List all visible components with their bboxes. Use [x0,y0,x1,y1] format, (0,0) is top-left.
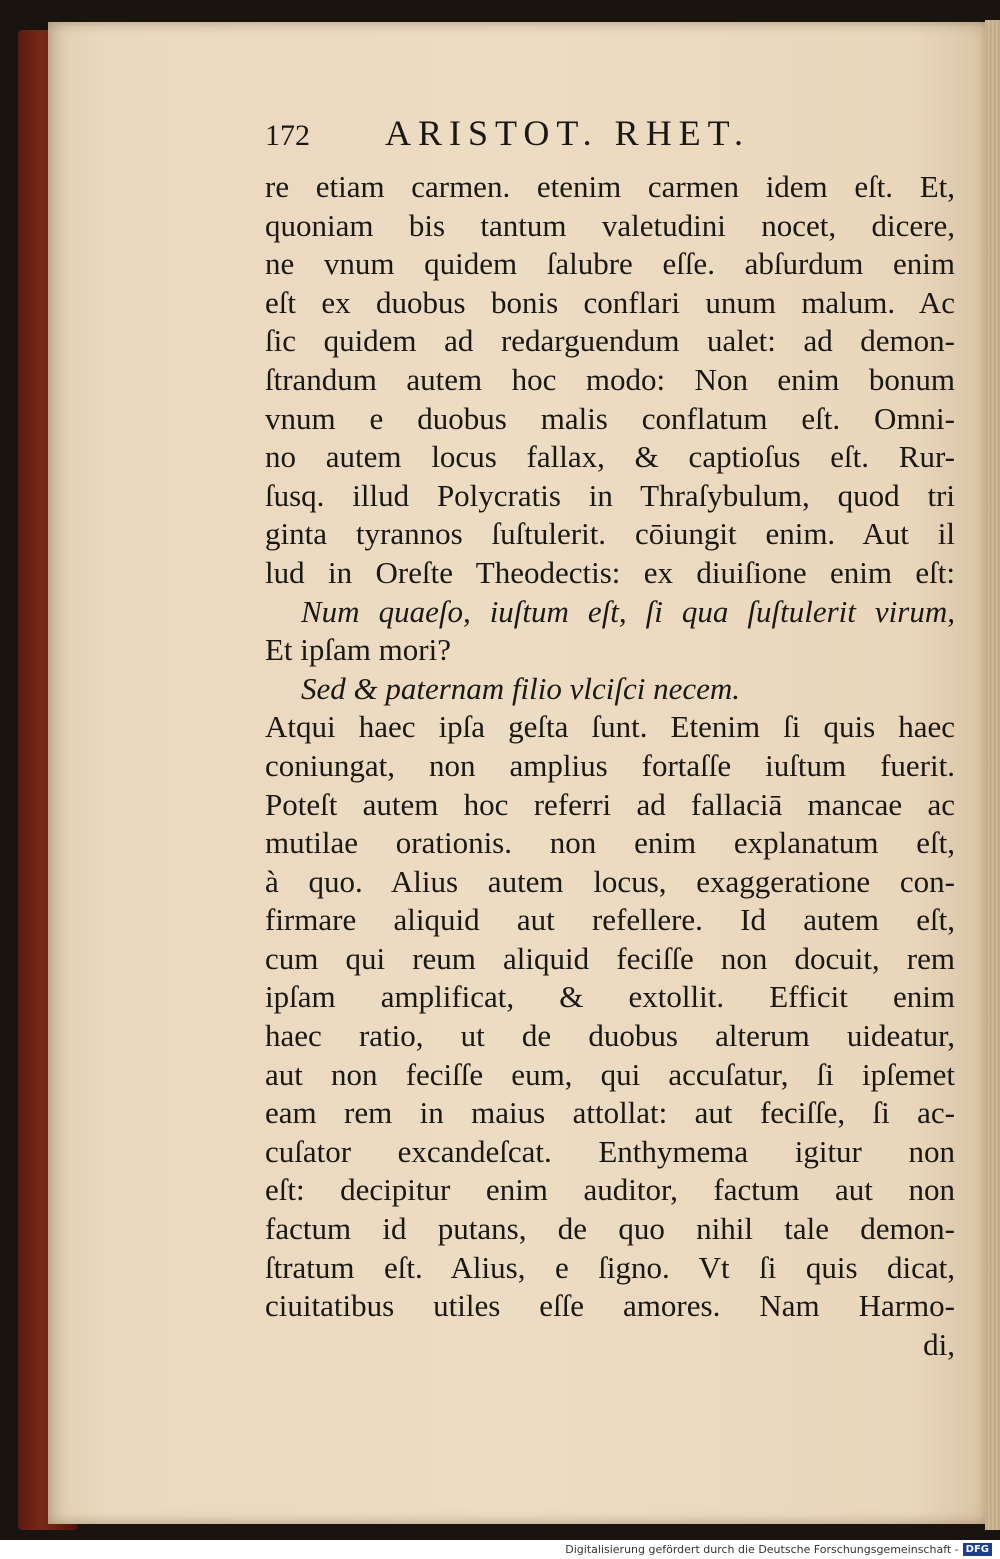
page-edges [985,20,1000,1530]
text-line: cuſator excandeſcat. Enthymema igitur non [265,1133,955,1169]
page-number: 172 [265,119,310,152]
text-line: firmare aliquid aut refellere. Id autem eſt, [265,902,955,938]
digitization-footer [0,1540,1000,1559]
text-line: ſusq. illud Polycratis in Thraſybulum, quod tri [265,477,955,513]
page-text [265,112,955,1364]
funding-credit: Digitalisierung gefördert durch die Deutsche Forschungsgemeinschaft - [565,1543,959,1556]
verse-line: Num quaeſo, iuſtum eſt, ſi qua ſuſtulerit virum, [301,593,955,629]
verse-line: Sed & paternam filio vlciſci necem. [301,670,741,706]
text-line: re etiam carmen. etenim carmen idem eſt. Et, [265,169,955,204]
text-line: aut non feciſſe eum, qui accuſatur, ſi ipſemet [265,1056,955,1092]
text-line: eſt ex duobus bonis conflari unum malum. Ac [265,284,955,320]
dfg-logo[interactable]: DFG [963,1543,992,1556]
text-line: mutilae orationis. non enim explanatum eſt, [265,825,955,861]
text-line: ciuitatibus utiles eſſe amores. Nam Harmo- [265,1288,955,1324]
page-header [265,112,955,168]
text-line: ipſam amplificat, & extollit. Efficit enim [265,979,955,1015]
text-line: quoniam bis tantum valetudini nocet, dicere, [265,207,955,243]
text-line: ne vnum quidem ſalubre eſſe. abſurdum enim [265,246,955,282]
text-line: ginta tyrannos ſuſtulerit. cōiungit enim. Aut il [265,516,955,552]
catchword: di, [923,1326,955,1362]
text-line: eam rem in maius attollat: aut feciſſe, ſi ac- [265,1095,955,1131]
verse-line: Et ipſam mori? [265,632,451,668]
text-line: Atqui haec ipſa geſta ſunt. Etenim ſi quis haec [265,709,955,745]
text-line: haec ratio, ut de duobus alterum uideatur, [265,1018,955,1054]
text-line: Poteſt autem hoc referri ad fallaciā mancae ac [265,786,955,822]
text-line: lud in Oreſte Theodectis: ex diuiſione enim eſt: [265,554,955,590]
text-line: no autem locus fallax, & captioſus eſt. Rur- [265,439,955,475]
text-line: vnum e duobus malis conflatum eſt. Omni- [265,400,955,436]
running-head: ARISTOT. RHET. [385,113,750,153]
text-line: ſtratum eſt. Alius, e ſigno. Vt ſi quis dicat, [265,1249,955,1285]
text-line: ſic quidem ad redarguendum ualet: ad demon- [265,323,955,359]
text-line: factum id putans, de quo nihil tale demon- [265,1211,955,1247]
text-line: à quo. Alius autem locus, exaggeratione con- [265,863,955,899]
text-line: coniungat, non amplius fortaſſe iuſtum fuerit. [265,747,955,783]
text-line: ſtrandum autem hoc modo: Non enim bonum [265,361,955,397]
text-line: eſt: decipitur enim auditor, factum aut non [265,1172,955,1208]
text-line: cum qui reum aliquid feciſſe non docuit, rem [265,940,955,976]
